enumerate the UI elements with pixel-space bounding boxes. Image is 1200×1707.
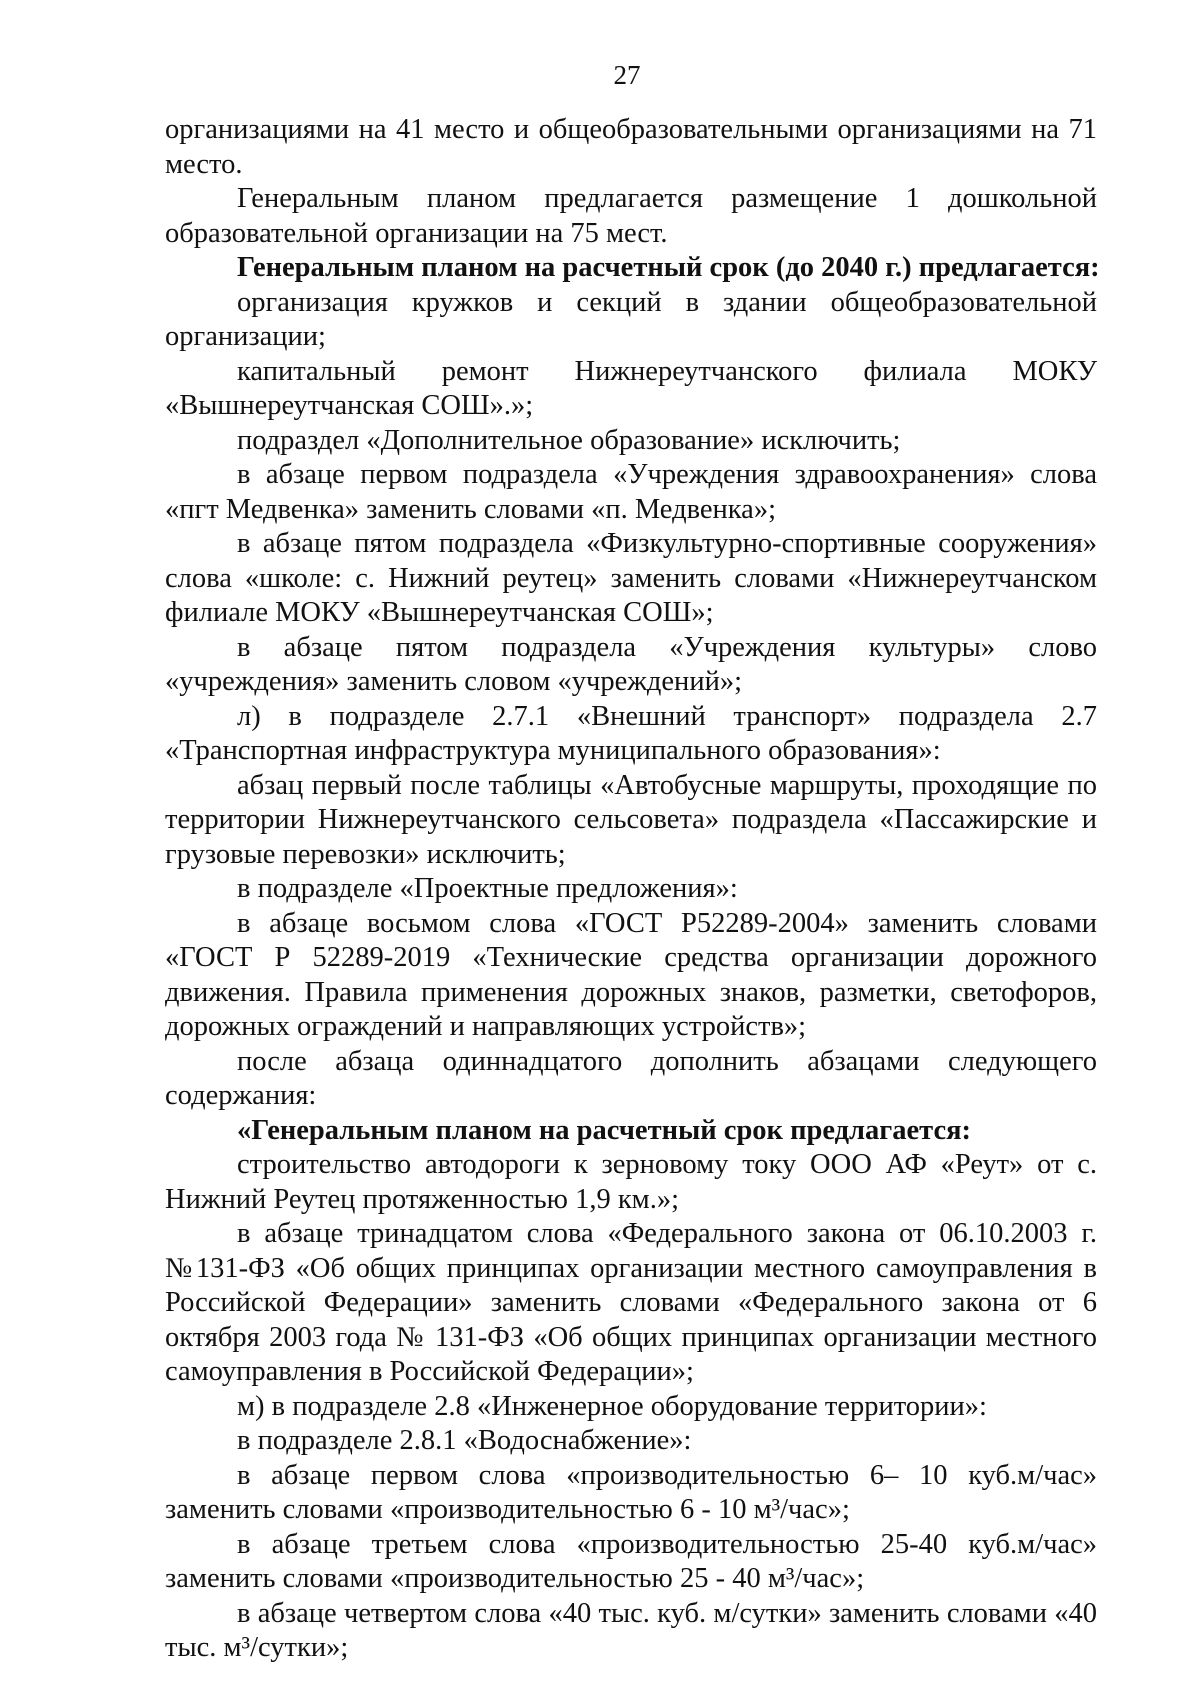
paragraph: в абзаце восьмом слова «ГОСТ Р52289-2004» заменить словами «ГОСТ Р 52289-2019 «Технические средства организации дорожного движения. Правила применения дорожных знаков, разметки, светофоров, дорожных ограждений и направляющих устройств»; <box>165 907 1097 1042</box>
paragraph: Генеральным планом предлагается размещение 1 дошкольной образовательной организации на 75 мест. <box>165 183 1097 249</box>
paragraph: капитальный ремонт Нижнереутчанского филиала МОКУ «Вышнереутчанская СОШ».»; <box>165 355 1097 421</box>
paragraph: в абзаце четвертом слова «40 тыс. куб. м/сутки» заменить словами «40 тыс. м³/сутки»; <box>165 1597 1097 1663</box>
paragraph: в абзаце тринадцатом слова «Федерального закона от 06.10.2003 г. №131-ФЗ «Об общих принципах организации местного самоуправления в Российской Федерации» заменить словами «Федерального закона от 6 октября 2003 года № 131-ФЗ «Об общих принципах организации местного самоуправления в Российской Федерации»; <box>165 1218 1097 1387</box>
paragraph: абзац первый после таблицы «Автобусные маршруты, проходящие по территории Нижнереутчанского сельсовета» подраздела «Пассажирские и грузовые перевозки» исключить; <box>165 769 1097 870</box>
paragraph: в абзаце пятом подраздела «Физкультурно-спортивные сооружения» слова «школе: с. Нижний реутец» заменить словами «Нижнереутчанском филиале МОКУ «Вышнереутчанская СОШ»; <box>165 528 1097 628</box>
paragraph: организация кружков и секций в здании общеобразовательной организации; <box>165 286 1097 352</box>
bold-heading: «Генеральным планом на расчетный срок предлагается: <box>237 1114 972 1146</box>
paragraph: м) в подразделе 2.8 «Инженерное оборудование территории»: <box>237 1390 987 1422</box>
paragraph: строительство автодороги к зерновому току ООО АФ «Реут» от с. Нижний Реутец протяженностью 1,9 км.»; <box>165 1149 1097 1215</box>
paragraph: в абзаце пятом подраздела «Учреждения культуры» слово «учреждения» заменить словом «учреждений»; <box>165 631 1097 697</box>
page-number: 27 <box>613 60 641 90</box>
paragraph: в абзаце третьем слова «производительностью 25-40 куб.м/час» заменить словами «производительностью 25 - 40 м³/час»; <box>165 1528 1097 1594</box>
document-body <box>165 113 1100 1666</box>
paragraph: в подразделе «Проектные предложения»: <box>237 873 738 904</box>
paragraph: подраздел «Дополнительное образование» исключить; <box>237 424 901 456</box>
paragraph: л) в подразделе 2.7.1 «Внешний транспорт» подраздела 2.7 «Транспортная инфраструктура муниципального образования»: <box>165 700 1097 766</box>
paragraph: организациями на 41 место и общеобразовательными организациями на 71 место. <box>165 114 1097 180</box>
paragraph: в подразделе 2.8.1 «Водоснабжение»: <box>237 1425 692 1456</box>
bold-heading: Генеральным планом на расчетный срок (до 2040 г.) предлагается: <box>237 252 1100 283</box>
paragraph: после абзаца одиннадцатого дополнить абзацами следующего содержания: <box>165 1045 1097 1111</box>
paragraph: в абзаце первом подраздела «Учреждения здравоохранения» слова «пгт Медвенка» заменить словами «п. Медвенка»; <box>165 459 1097 525</box>
paragraph: в абзаце первом слова «производительностью 6– 10 куб.м/час» заменить словами «производительностью 6 - 10 м³/час»; <box>165 1459 1097 1525</box>
